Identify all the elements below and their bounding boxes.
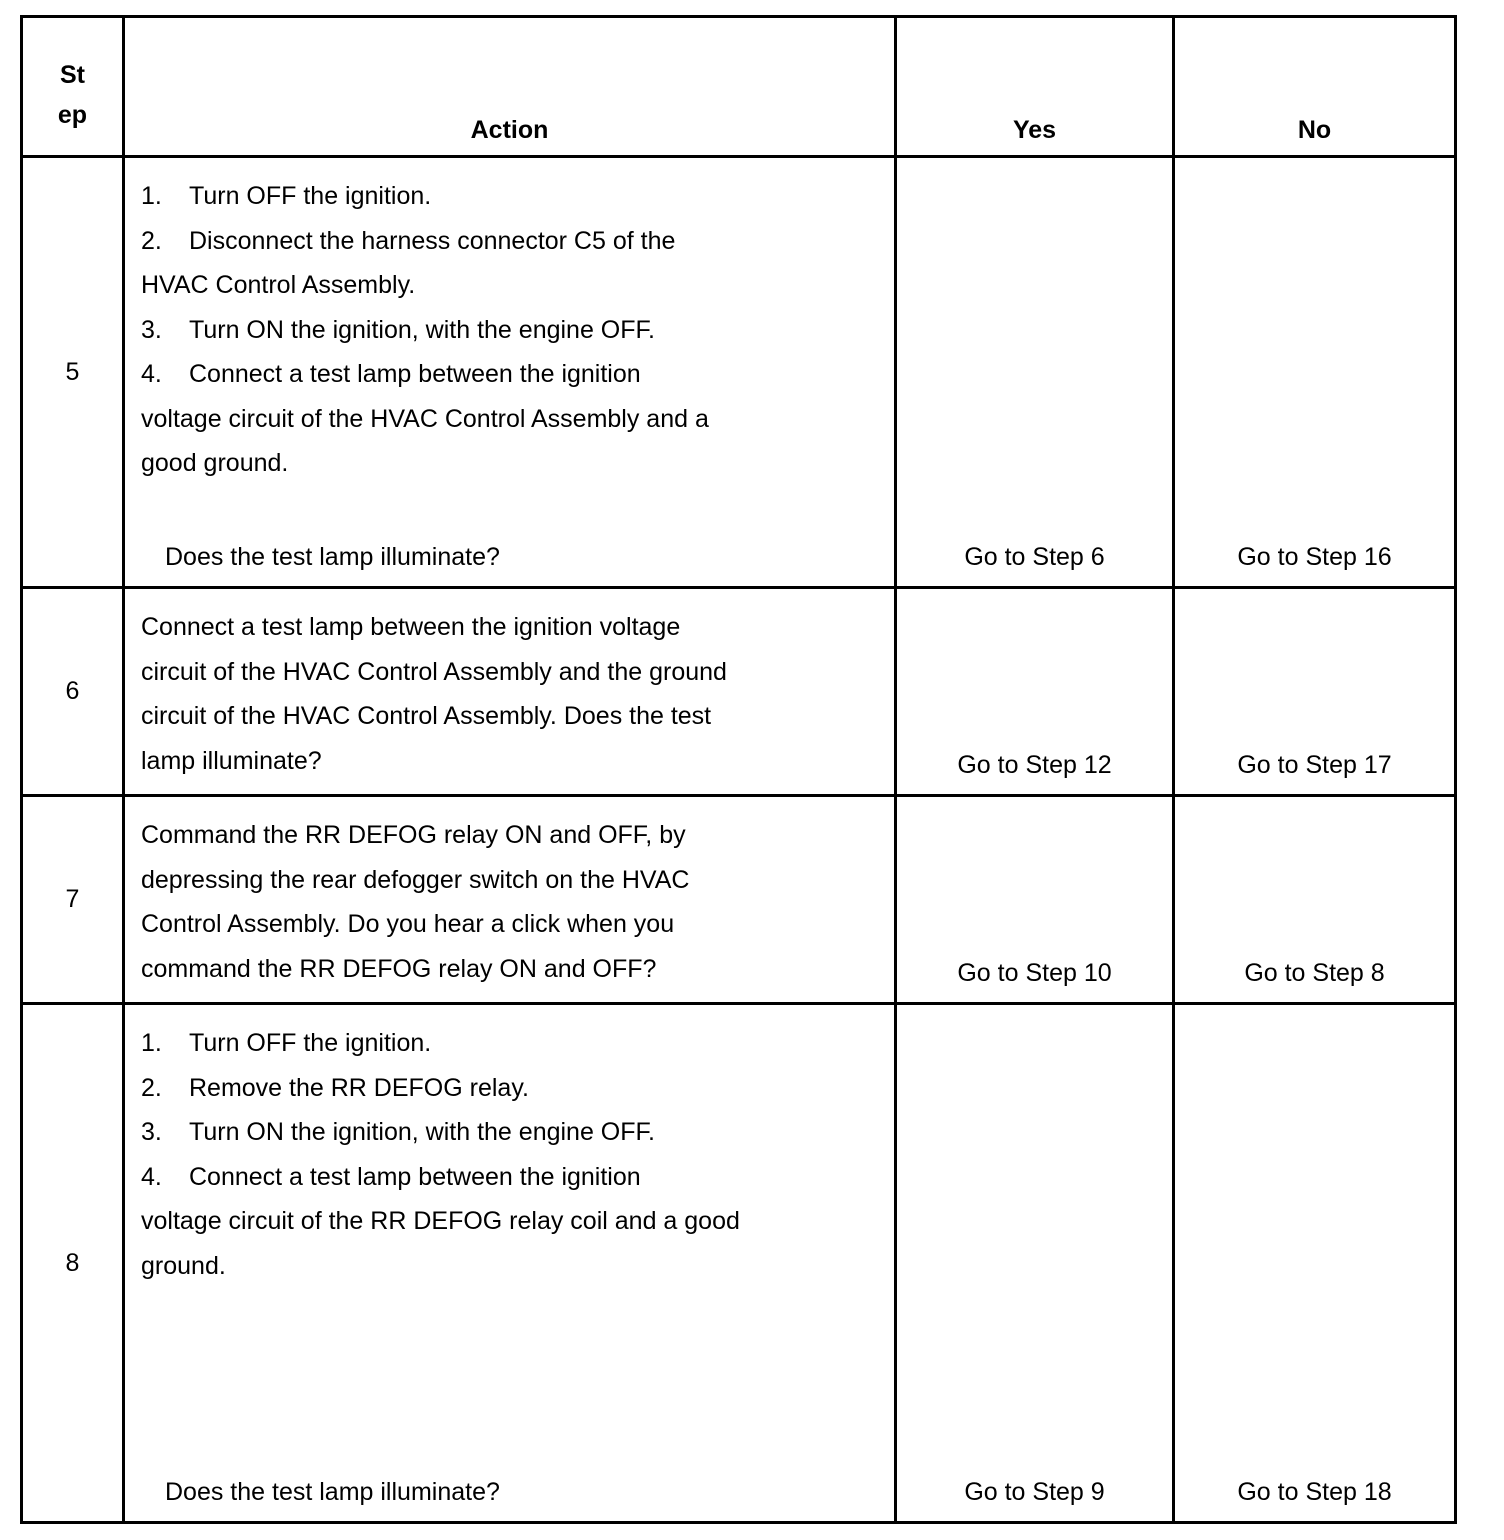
header-step-line1: St (60, 61, 85, 89)
action-cell (124, 1004, 896, 1523)
header-yes: Yes (896, 17, 1174, 157)
action-line: depressing the rear defogger switch on the HVAC (141, 865, 690, 894)
header-step (22, 17, 124, 157)
table-row (22, 1004, 1456, 1523)
header-action: Action (124, 17, 896, 157)
action-line: 2. Remove the RR DEFOG relay. (141, 1073, 529, 1102)
header-step-full (0, 0, 1, 1)
table-row (22, 588, 1456, 796)
action-question: Does the test lamp illuminate? (165, 1478, 500, 1506)
no-result: Go to Step 16 (1174, 157, 1456, 588)
step-number: 5 (22, 157, 124, 588)
action-line: 3. Turn ON the ignition, with the engine OFF. (141, 315, 655, 344)
action-line: voltage circuit of the HVAC Control Assembly and a (141, 404, 709, 433)
action-line: circuit of the HVAC Control Assembly and the ground (141, 657, 727, 686)
action-line: 3. Turn ON the ignition, with the engine OFF. (141, 1118, 655, 1146)
action-line: 4. Connect a test lamp between the ignition (141, 1162, 641, 1191)
action-line: circuit of the HVAC Control Assembly. Does the test (141, 702, 712, 730)
step-number: 6 (22, 588, 124, 796)
action-line: ground. (141, 1251, 226, 1280)
action-question: Does the test lamp illuminate? (165, 543, 500, 571)
header-step-line2: ep (57, 101, 88, 129)
action-line: 2. Disconnect the harness connector C5 of the (141, 226, 676, 255)
action-line: Control Assembly. Do you hear a click when you (141, 910, 675, 938)
action-line: HVAC Control Assembly. (141, 271, 416, 299)
table-row (22, 157, 1456, 588)
yes-result: Go to Step 10 (896, 796, 1174, 1004)
step-number: 8 (22, 1004, 124, 1523)
action-cell (124, 796, 896, 1004)
action-cell (124, 157, 896, 588)
action-line: command the RR DEFOG relay ON and OFF? (141, 954, 657, 983)
header-no: No (1174, 17, 1456, 157)
yes-result: Go to Step 6 (896, 157, 1174, 588)
header-row (22, 17, 1456, 157)
table-row (22, 796, 1456, 1004)
step-number: 7 (22, 796, 124, 1004)
action-line: Connect a test lamp between the ignition voltage (141, 613, 681, 641)
no-result: Go to Step 17 (1174, 588, 1456, 796)
diagnostic-table (20, 15, 1457, 1524)
action-line: good ground. (141, 449, 289, 477)
action-line: 1. Turn OFF the ignition. (141, 1029, 432, 1057)
action-line: lamp illuminate? (141, 746, 322, 775)
yes-result: Go to Step 9 (896, 1004, 1174, 1523)
yes-result: Go to Step 12 (896, 588, 1174, 796)
no-result: Go to Step 8 (1174, 796, 1456, 1004)
action-line: 1. Turn OFF the ignition. (141, 182, 432, 210)
no-result: Go to Step 18 (1174, 1004, 1456, 1523)
action-line: Command the RR DEFOG relay ON and OFF, by (141, 821, 686, 849)
action-cell (124, 588, 896, 796)
action-line: voltage circuit of the RR DEFOG relay coil and a good (141, 1207, 740, 1235)
action-line: 4. Connect a test lamp between the ignition (141, 360, 641, 388)
